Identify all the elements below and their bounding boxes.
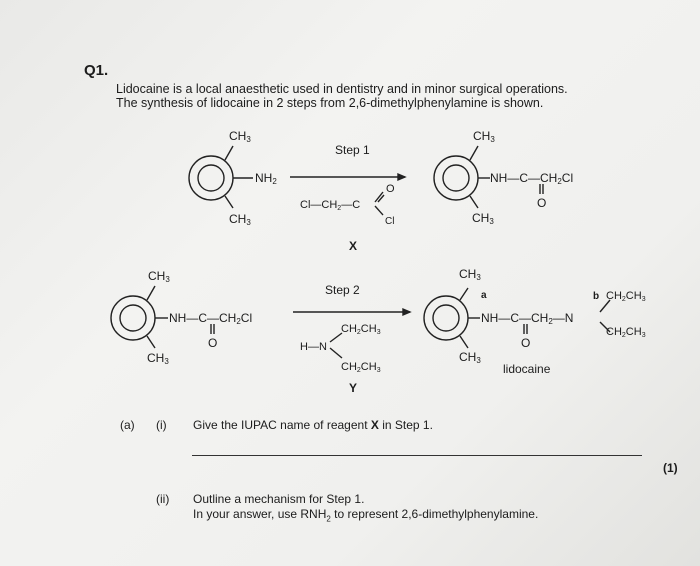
carbonyl-o-intermediate: O (537, 196, 547, 210)
intro-line-1: Lidocaine is a local anaesthetic used in dentistry and in minor surgical operations. (116, 82, 568, 96)
reagent-x-oxygen: O (386, 183, 395, 195)
part-a-ii-question (193, 492, 538, 526)
reagent-x-structure: Cl—CH2—C (300, 199, 361, 212)
question-number: Q1. (84, 62, 109, 79)
benzene-ring-reactant (189, 156, 233, 200)
part-a-ii-line1: Outline a mechanism for Step 1. (193, 492, 365, 506)
part-a-i-label: (i) (156, 418, 167, 432)
ch3-bottom-lidocaine: CH3 (459, 350, 481, 365)
ch3-bottom-step2: CH3 (147, 351, 169, 366)
benzene-ring-lidocaine (424, 296, 468, 340)
benzene-ring-intermediate (434, 156, 478, 200)
answer-line[interactable] (192, 455, 642, 456)
ch3-top-lidocaine: CH3 (459, 267, 481, 282)
step1-label: Step 1 (335, 143, 370, 157)
reagent-y-label: Y (349, 381, 358, 395)
label-a: a (481, 290, 487, 301)
step2-label: Step 2 (325, 283, 360, 297)
intro-line-2: The synthesis of lidocaine in 2 steps from 2,6-dimethylphenylamine is shown. (116, 96, 544, 110)
part-a-ii-label: (ii) (156, 492, 170, 506)
ch3-top-step2: CH3 (148, 269, 170, 284)
carbonyl-o-step2: O (208, 336, 218, 350)
lidocaine-ethyl-top: CH2CH3 (606, 290, 646, 303)
part-a-ii-line2: In your answer, use $RNH_2$ to represent 2,6-dimethylphenylamine. (193, 507, 539, 524)
ch3-top-intermediate: CH3 (473, 129, 495, 144)
ch3-top-reactant: CH3 (229, 129, 251, 144)
carbonyl-o-lidocaine: O (521, 336, 531, 350)
benzene-ring-step2-reactant (111, 296, 155, 340)
reagent-y-ethyl-bottom: CH2CH3 (341, 361, 381, 374)
nh2-group: NH2 (255, 171, 277, 186)
amide-chain-intermediate: NH—C—CH2Cl (490, 171, 574, 186)
amide-chain-step2: NH—C—CH2Cl (169, 311, 253, 326)
part-a-i-question: Give the IUPAC name of reagent X in Step 1. (193, 418, 433, 432)
ch3-bottom-intermediate: CH3 (472, 211, 494, 226)
lidocaine-label: lidocaine (503, 362, 551, 376)
part-a-label: (a) (120, 418, 135, 432)
lidocaine-ethyl-bottom: CH2CH3 (606, 326, 646, 339)
reagent-y-ethyl-top: CH2CH3 (341, 323, 381, 336)
reagent-x-chlorine: Cl (385, 216, 395, 227)
ch3-bottom-reactant: CH3 (229, 212, 251, 227)
reagent-x-label: X (349, 239, 358, 253)
label-b: b (593, 291, 600, 302)
lidocaine-chain: NH—C—CH2—N (481, 311, 574, 326)
reagent-y-hn: H—N (300, 341, 327, 353)
marks-label: (1) (663, 461, 678, 475)
